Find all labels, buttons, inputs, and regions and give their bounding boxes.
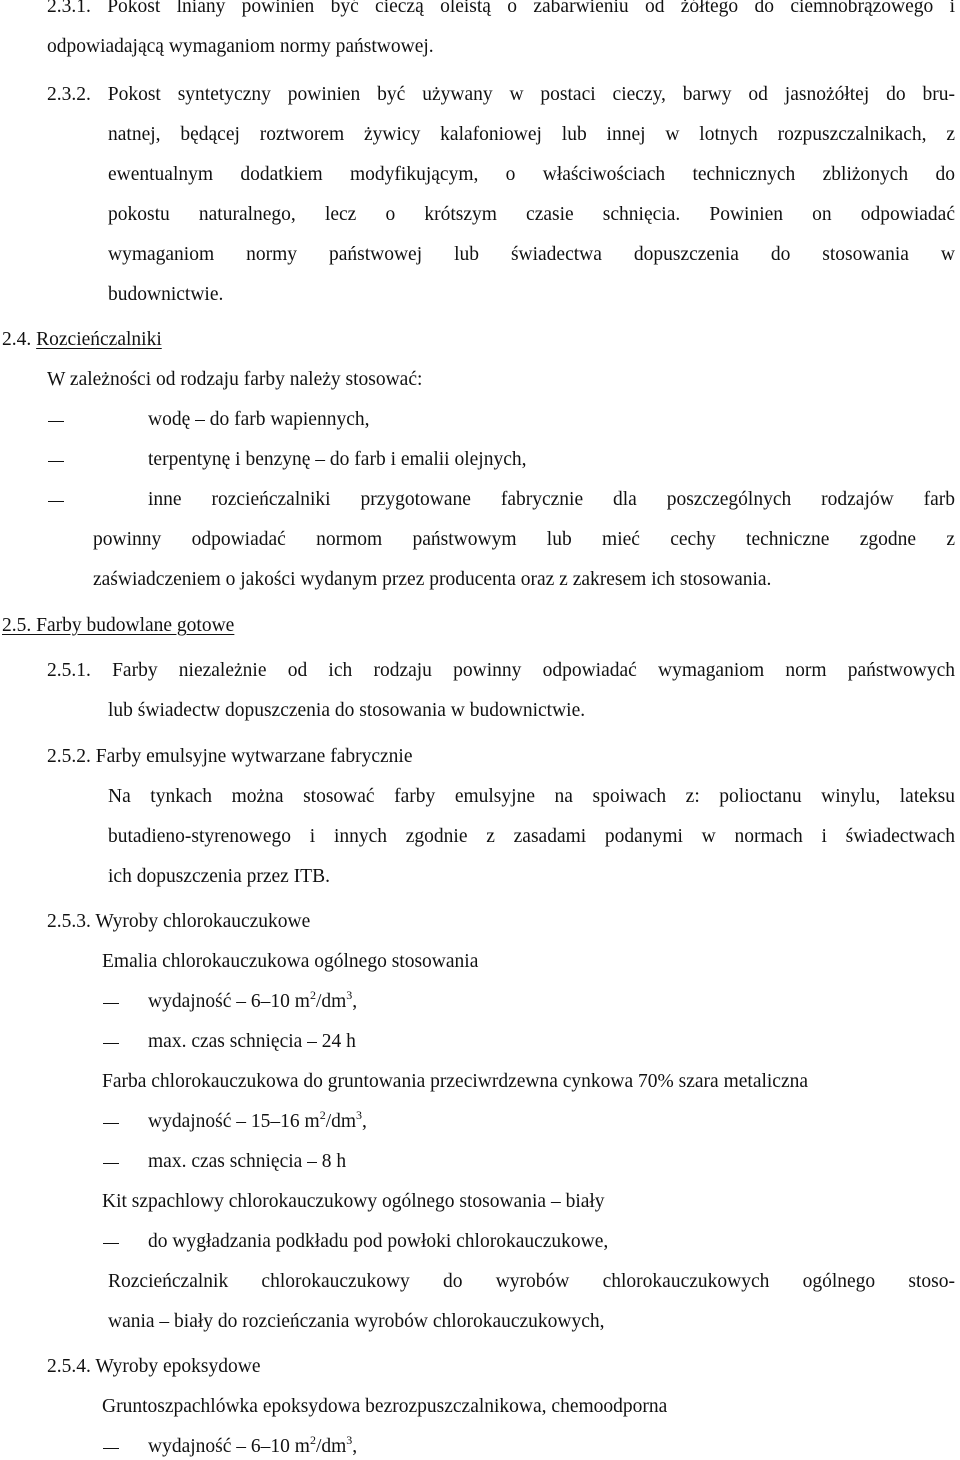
rozc-line2: wania – biały do rozcieńczania wyrobów chlorokauczukowych,: [108, 1311, 605, 1332]
p253-title: 2.5.3. Wyroby chlorokauczukowe: [47, 911, 311, 932]
farba-czas: max. czas schnięcia – 8 h: [148, 1151, 347, 1172]
dash-bullet: [48, 461, 64, 462]
emalia-wydajnosc: [148, 990, 357, 1014]
p252-line1: Na tynkach można stosować farby emulsyjne na spoiwach z: polioctanu winylu, lateksu: [108, 786, 955, 807]
emalia-wyd-comma: ,: [352, 991, 358, 1012]
sup-2: 2: [319, 1108, 326, 1122]
emalia-wyd-unit: /dm: [315, 991, 347, 1012]
s232-line4: pokostu naturalnego, lecz o krótszym czasie schnięcia. Powinien on odpowiadać: [108, 204, 955, 225]
s232-line5: wymaganiom normy państwowej lub świadectwa dopuszczenia do stosowania w: [108, 244, 955, 265]
s232-line1: 2.3.2. Pokost syntetyczny powinien być używany w postaci cieczy, barwy od jasnożółtej do bru-: [47, 84, 955, 105]
dash-bullet: [103, 1243, 119, 1244]
s24-item2: terpentynę i benzynę – do farb i emalii olejnych,: [148, 449, 527, 470]
s25-heading: 2.5. Farby budowlane gotowe: [2, 615, 235, 636]
s24-item1: wodę – do farb wapiennych,: [148, 409, 370, 430]
p252-line2: butadieno-styrenowego i innych zgodnie z zasadami podanymi w normach i świadectwach: [108, 826, 955, 847]
rozc-line1: Rozcieńczalnik chlorokauczukowy do wyrobów chlorokauczukowych ogólnego stoso-: [108, 1271, 955, 1292]
grunt-title: Gruntoszpachlówka epoksydowa bezrozpuszczalnikowa, chemoodporna: [102, 1396, 668, 1417]
grunt-wyd-comma: ,: [352, 1436, 358, 1457]
p254-title: 2.5.4. Wyroby epoksydowe: [47, 1356, 261, 1377]
farba-wydajnosc: [148, 1110, 367, 1134]
grunt-wyd-text: wydajność – 6–10 m: [148, 1436, 310, 1457]
dash-bullet: [103, 1123, 119, 1124]
s24-item3-line3: zaświadczeniem o jakości wydanym przez producenta oraz z zakresem ich stosowania.: [93, 569, 772, 590]
dash-bullet: [103, 1448, 119, 1449]
grunt-wydajnosc: [148, 1435, 357, 1459]
dash-bullet: [103, 1043, 119, 1044]
emalia-wyd-text: wydajność – 6–10 m: [148, 991, 310, 1012]
s24-item3-line2: powinny odpowiadać normom państwowym lub mieć cechy techniczne zgodne z: [93, 529, 955, 550]
s232-line3: ewentualnym dodatkiem modyfikującym, o właściwościach technicznych zbliżonych do: [108, 164, 955, 185]
p252-title: 2.5.2. Farby emulsyjne wytwarzane fabrycznie: [47, 746, 413, 767]
s24-heading-number: 2.4.: [2, 329, 32, 350]
s231-line1: 2.3.1. Pokost lniany powinien być cieczą oleistą o zabarwieniu od żółtego do ciemnobrązowego i: [47, 0, 955, 17]
dash-bullet: [103, 1003, 119, 1004]
farba-wyd-unit: /dm: [325, 1111, 357, 1132]
s232-line6: budownictwie.: [108, 284, 224, 305]
dash-bullet: [48, 501, 64, 502]
sup-3: 3: [346, 1433, 353, 1447]
dash-bullet: [48, 421, 64, 422]
kit-item: do wygładzania podkładu pod powłoki chlorokauczukowe,: [148, 1231, 609, 1252]
s232-line2: natnej, będącej roztworem żywicy kalafoniowej lub innej w lotnych rozpuszczalnikach, z: [108, 124, 955, 145]
farba-wyd-text: wydajność – 15–16 m: [148, 1111, 320, 1132]
p251-line2: lub świadectw dopuszczenia do stosowania w budownictwie.: [108, 700, 586, 721]
sup-2: 2: [309, 1433, 316, 1447]
s231-line2: odpowiadającą wymaganiom normy państwowej.: [47, 36, 434, 57]
kit-title: Kit szpachlowy chlorokauczukowy ogólnego stosowania – biały: [102, 1191, 605, 1212]
farba-wyd-comma: ,: [362, 1111, 367, 1132]
s24-heading: [2, 328, 162, 352]
grunt-wyd-unit: /dm: [315, 1436, 347, 1457]
s24-heading-title: Rozcieńczalniki: [36, 329, 162, 350]
farba-title: Farba chlorokauczukowa do gruntowania przeciwrdzewna cynkowa 70% szara metaliczna: [102, 1071, 809, 1092]
s24-intro: W zależności od rodzaju farby należy stosować:: [47, 369, 423, 390]
s24-item3-line1: inne rozcieńczalniki przygotowane fabrycznie dla poszczególnych rodzajów farb: [148, 489, 955, 510]
emalia-title: Emalia chlorokauczukowa ogólnego stosowania: [102, 951, 479, 972]
p251-line1: 2.5.1. Farby niezależnie od ich rodzaju powinny odpowiadać wymaganiom norm państwowych: [47, 660, 955, 681]
sup-3: 3: [356, 1108, 363, 1122]
dash-bullet: [103, 1163, 119, 1164]
emalia-czas: max. czas schnięcia – 24 h: [148, 1031, 356, 1052]
sup-2: 2: [309, 988, 316, 1002]
p252-line3: ich dopuszczenia przez ITB.: [108, 866, 330, 887]
sup-3: 3: [346, 988, 353, 1002]
